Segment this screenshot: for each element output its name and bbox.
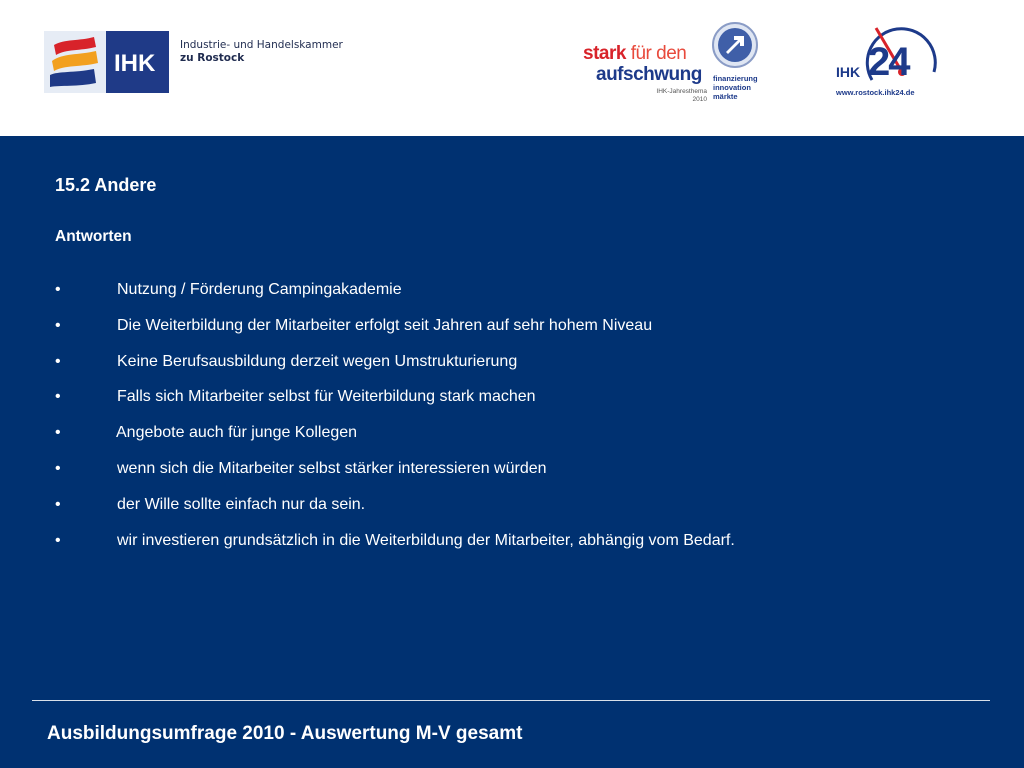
- stark-tag: innovation: [713, 83, 751, 92]
- bullet-dot: •: [55, 424, 61, 442]
- ihk-logo-mark: [44, 31, 169, 93]
- stark-tags: [713, 74, 758, 101]
- stark-year-note: [649, 88, 707, 104]
- bullet-text: wir investieren grundsätzlich in die Weiterbildung der Mitarbeiter, abhängig vom Bedarf.: [117, 531, 735, 549]
- slide-title: 15.2 Andere: [55, 175, 157, 195]
- ihk-chamber-line1: Industrie- und Handelskammer: [180, 39, 343, 51]
- stark-tag: märkte: [713, 92, 738, 101]
- footer-title: Ausbildungsumfrage 2010 - Auswertung M-V gesamt: [47, 723, 523, 744]
- slide-body: [0, 136, 1024, 768]
- bullet-text: Angebote auch für junge Kollegen: [116, 424, 358, 442]
- stark-fuer-den-aufschwung-logo: [583, 19, 768, 109]
- bullet-text: Nutzung / Förderung Campingakademie: [117, 281, 402, 298]
- bullet-text: Keine Berufsausbildung derzeit wegen Umstrukturierung: [117, 352, 518, 370]
- stark-year-line1: IHK-Jahresthema: [656, 88, 707, 95]
- ihk-mark-text: IHK: [114, 50, 156, 77]
- ihk24-ihk-text: IHK: [836, 64, 861, 80]
- ihk-chamber-line2: zu Rostock: [180, 52, 245, 64]
- aufschwung-word: aufschwung: [596, 64, 702, 85]
- stark-year-line2: 2010: [692, 96, 707, 103]
- stark-tag: finanzierung: [713, 74, 758, 83]
- header-bar: [0, 0, 1024, 136]
- bullet-dot: •: [55, 388, 61, 406]
- bullet-text: der Wille sollte einfach nur da sein.: [117, 495, 366, 513]
- ihk24-logo: [834, 22, 944, 102]
- bullet-dot: •: [55, 531, 61, 549]
- bullet-text: Die Weiterbildung der Mitarbeiter erfolgt seit Jahren auf sehr hohem Niveau: [117, 316, 653, 334]
- slide-subtitle: Antworten: [55, 228, 132, 245]
- bullet-dot: •: [55, 316, 61, 334]
- ihk24-url: www.rostock.ihk24.de: [836, 88, 915, 97]
- bullet-dot: •: [55, 352, 61, 370]
- arrow-up-icon: [711, 21, 759, 69]
- footer-divider: [32, 700, 990, 701]
- bullet-dot: •: [55, 281, 61, 298]
- bullet-text: wenn sich die Mitarbeiter selbst stärker interessieren würden: [117, 459, 547, 477]
- ihk-chamber-name: [180, 39, 380, 65]
- stark-line1: [583, 43, 686, 65]
- bullet-dot: •: [55, 459, 61, 477]
- fuer-den-word: für den: [630, 43, 687, 64]
- bullet-dot: •: [55, 495, 61, 513]
- bullet-text: Falls sich Mitarbeiter selbst für Weiterbildung stark machen: [117, 388, 536, 406]
- stark-word: stark: [583, 43, 626, 64]
- ihk24-number: 24: [868, 40, 909, 84]
